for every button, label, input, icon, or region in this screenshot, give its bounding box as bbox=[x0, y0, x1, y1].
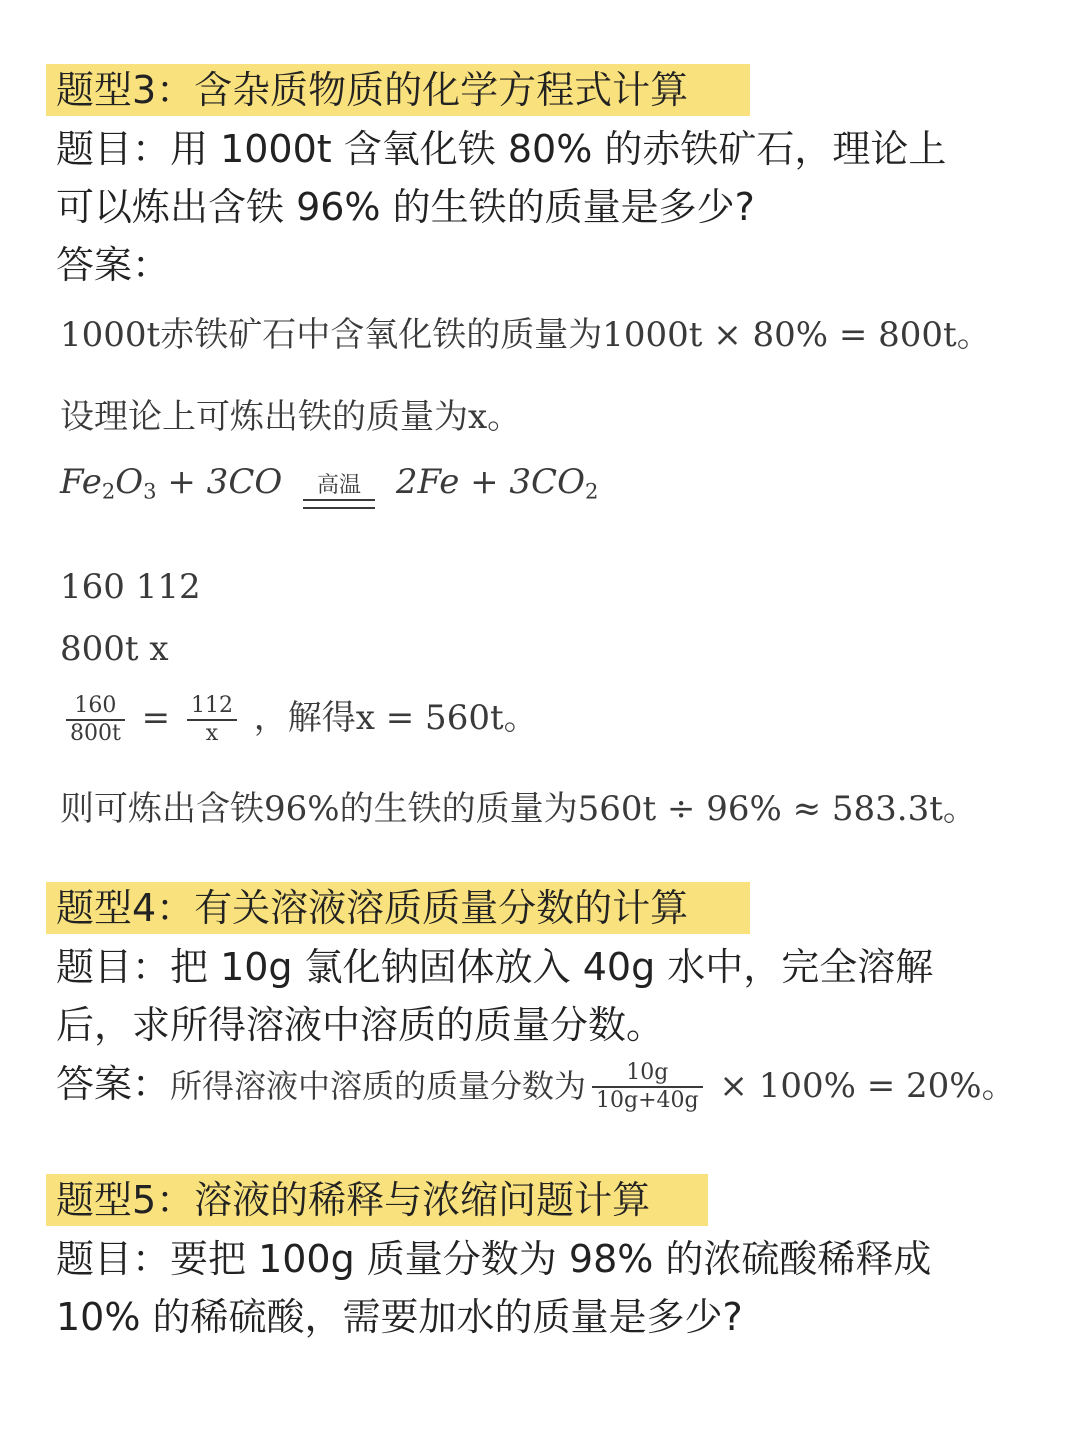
eq-o: O bbox=[115, 462, 144, 502]
eq-fe: Fe bbox=[60, 462, 102, 502]
answer-tail: × 100% = 20%。 bbox=[708, 1066, 1016, 1106]
step1-text: 1000t赤铁矿石中含氧化铁的质量为1000t × 80% = 800t。 bbox=[60, 315, 991, 355]
section5-question-line1: 题目：要把 100g 质量分数为 98% 的浓硫酸稀释成 bbox=[56, 1237, 932, 1281]
section4-question-line2: 后，求所得溶液中溶质的质量分数。 bbox=[56, 1003, 665, 1047]
chemical-equation bbox=[60, 452, 598, 521]
fraction-denominator: 800t bbox=[70, 721, 121, 746]
solve-text: ，解得x = 560t。 bbox=[253, 698, 538, 738]
eq-reactant-co: + 3CO bbox=[156, 462, 283, 502]
answer-text: 所得溶液中溶质的质量分数为 bbox=[170, 1067, 587, 1105]
section5-heading: 题型5：溶液的稀释与浓缩问题计算 bbox=[56, 1178, 651, 1222]
step2-text: 设理论上可炼出铁的质量为x。 bbox=[60, 397, 522, 437]
answer-label: 答案： bbox=[56, 1062, 171, 1106]
ratio-line2: 800t x bbox=[60, 629, 169, 669]
section4-answer bbox=[56, 1052, 1016, 1118]
fraction-1 bbox=[66, 693, 125, 747]
section3-question-line1: 题目：用 1000t 含氧化铁 80% 的赤铁矿石，理论上 bbox=[56, 127, 947, 171]
fraction-denominator: 10g+40g bbox=[596, 1087, 699, 1113]
ratio-line1: 160 112 bbox=[60, 567, 201, 607]
eq-sub: 2 bbox=[101, 478, 116, 504]
proportion-line bbox=[60, 688, 538, 748]
fraction-denominator: x bbox=[205, 721, 219, 746]
section3-answer-label: 答案： bbox=[56, 243, 171, 287]
fraction-numerator: 112 bbox=[190, 693, 233, 718]
equals-sign: = bbox=[141, 698, 171, 738]
eq-products: 2Fe + 3CO bbox=[395, 462, 585, 502]
fraction-numerator: 160 bbox=[74, 693, 117, 718]
eq-sub: 2 bbox=[584, 478, 599, 504]
fraction-2 bbox=[187, 693, 237, 747]
section5-question-line2: 10% 的稀硫酸，需要加水的质量是多少? bbox=[56, 1295, 743, 1339]
section3-heading: 题型3：含杂质物质的化学方程式计算 bbox=[56, 68, 689, 112]
double-line-equals bbox=[303, 499, 375, 509]
section3-question-line2: 可以炼出含铁 96% 的生铁的质量是多少? bbox=[56, 185, 755, 229]
section4-question-line1: 题目：把 10g 氯化钠固体放入 40g 水中，完全溶解 bbox=[56, 945, 934, 989]
reaction-condition: 高温 bbox=[317, 473, 362, 499]
fraction-numerator: 10g bbox=[626, 1059, 669, 1085]
section4-heading: 题型4：有关溶液溶质质量分数的计算 bbox=[56, 886, 689, 930]
answer-fraction bbox=[592, 1060, 703, 1114]
reaction-arrow bbox=[303, 473, 375, 521]
final-text: 则可炼出含铁96%的生铁的质量为560t ÷ 96% ≈ 583.3t。 bbox=[60, 789, 977, 829]
eq-sub: 3 bbox=[143, 478, 157, 504]
